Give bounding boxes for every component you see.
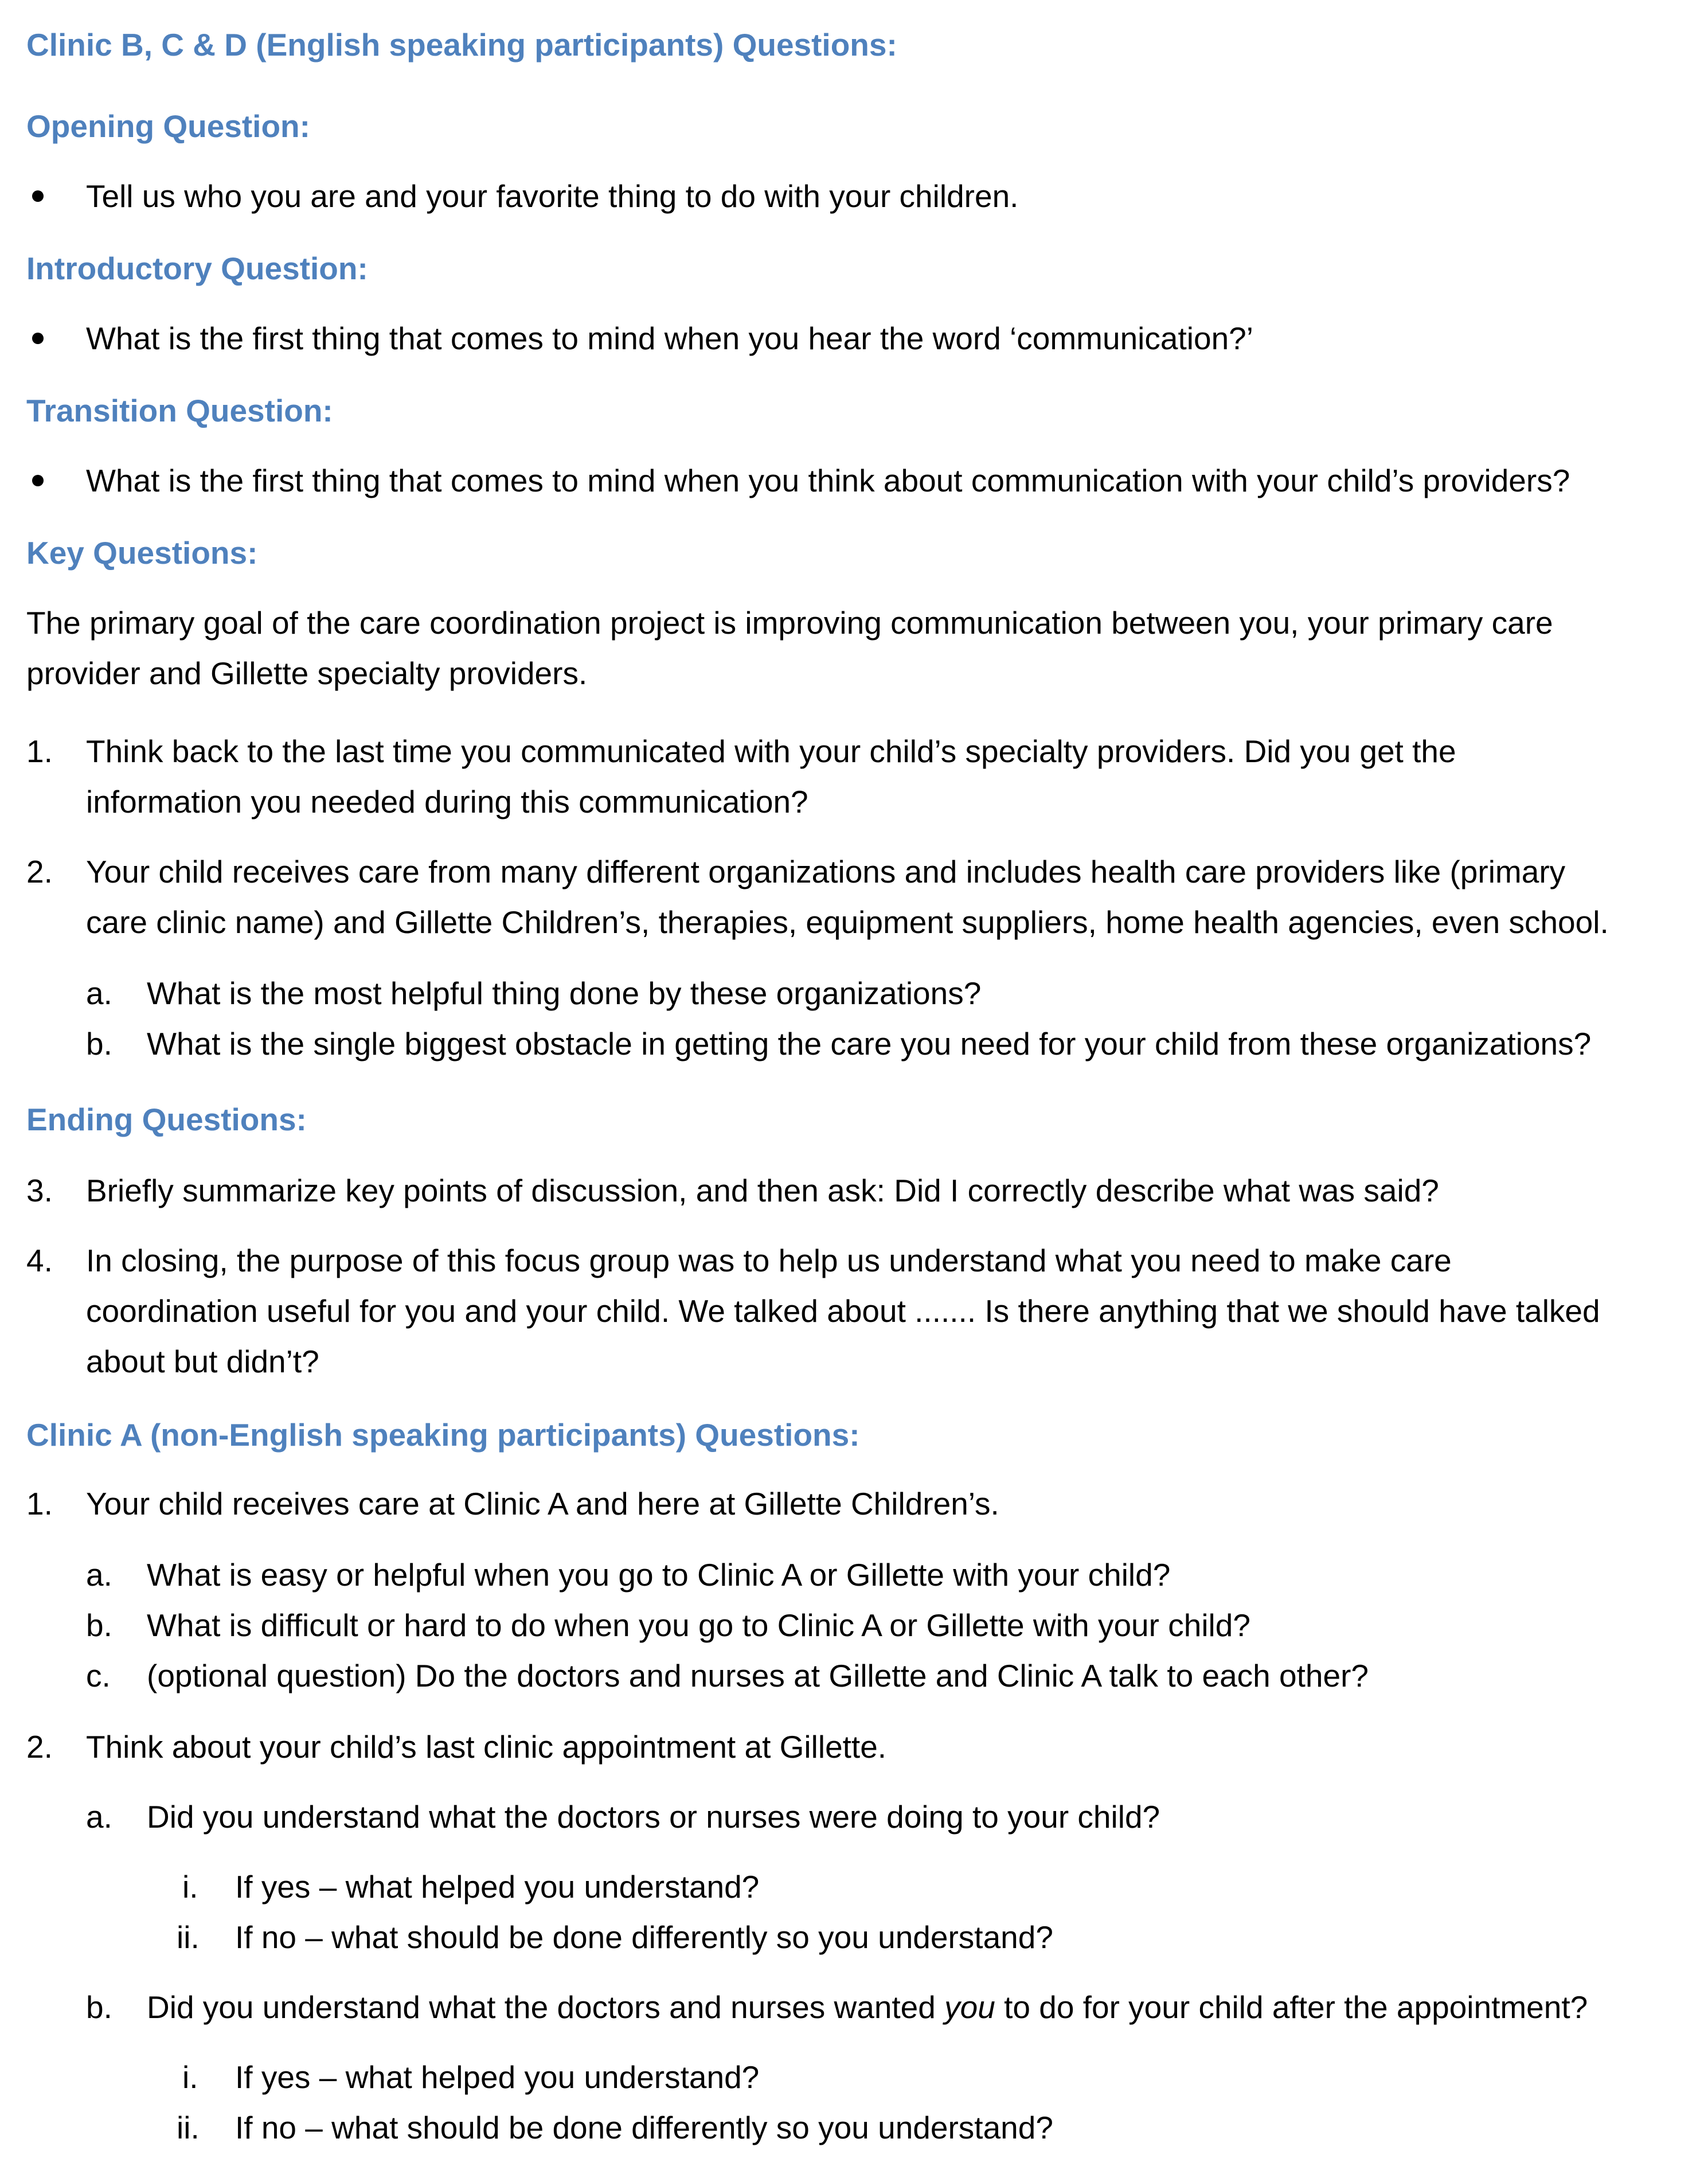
- text-segment: Did you understand what the doctors and nurses wanted: [147, 1989, 945, 2025]
- clinic-a-question-2a-i: If yes – what helped you understand?: [235, 1869, 760, 1905]
- list-letter: b.: [86, 1607, 112, 1643]
- clinic-a-question-1a: What is easy or helpful when you go to Clinic A or Gillette with your child?: [147, 1557, 1171, 1593]
- emphasized-text: you: [944, 1989, 995, 2025]
- introductory-question-heading: Introductory Question:: [26, 251, 368, 286]
- transition-question-item: What is the first thing that comes to mind when you think about communication with your child’s providers?: [86, 463, 1570, 498]
- clinic-a-question-2b: [147, 1982, 1588, 2032]
- ending-question-4-line-1: In closing, the purpose of this focus group was to help us understand what you need to make care: [86, 1243, 1452, 1278]
- list-letter: b.: [86, 1989, 112, 2025]
- section-heading-clinic-a: Clinic A (non-English speaking participants) Questions:: [26, 1417, 860, 1453]
- key-question-1-line-1: Think back to the last time you communicated with your child’s specialty providers. Did you get the: [86, 733, 1456, 769]
- transition-question-heading: Transition Question:: [26, 393, 333, 428]
- list-roman: i.: [182, 1869, 198, 1905]
- key-questions-heading: Key Questions:: [26, 535, 258, 571]
- bullet-icon: [32, 333, 44, 344]
- key-intro-line-2: provider and Gillette specialty providers.: [26, 655, 588, 691]
- list-number: 1.: [26, 733, 53, 769]
- clinic-a-question-2: Think about your child’s last clinic appointment at Gillette.: [86, 1729, 887, 1765]
- ending-question-3: Briefly summarize key points of discussion, and then ask: Did I correctly describe what was said?: [86, 1173, 1439, 1208]
- key-question-2a: What is the most helpful thing done by these organizations?: [147, 975, 982, 1011]
- list-number: 2.: [26, 854, 53, 889]
- key-question-1-line-2: information you needed during this communication?: [86, 784, 808, 819]
- clinic-a-question-2b-i: If yes – what helped you understand?: [235, 2059, 760, 2095]
- clinic-a-question-2a-ii: If no – what should be done differently so you understand?: [235, 1919, 1053, 1955]
- clinic-a-question-2a: Did you understand what the doctors or nurses were doing to your child?: [147, 1799, 1160, 1835]
- ending-question-4-line-2: coordination useful for you and your child. We talked about ....... Is there anything that we should have talked: [86, 1293, 1600, 1329]
- list-number: 2.: [26, 1729, 53, 1765]
- clinic-a-question-1c: (optional question) Do the doctors and nurses at Gillette and Clinic A talk to each other?: [147, 1658, 1369, 1693]
- opening-question-item: Tell us who you are and your favorite thing to do with your children.: [86, 178, 1019, 214]
- opening-question-heading: Opening Question:: [26, 108, 310, 144]
- list-number: 3.: [26, 1173, 53, 1208]
- list-roman: ii.: [177, 1919, 200, 1955]
- list-letter: b.: [86, 1026, 112, 1062]
- bullet-icon: [32, 475, 44, 486]
- list-letter: a.: [86, 1557, 112, 1593]
- key-question-2-line-2: care clinic name) and Gillette Children’s, therapies, equipment suppliers, home health agencies, even school.: [86, 904, 1609, 940]
- list-letter: c.: [86, 1658, 111, 1693]
- list-number: 4.: [26, 1243, 53, 1278]
- text-segment: to do for your child after the appointment?: [995, 1989, 1588, 2025]
- section-heading-clinic-bcd: Clinic B, C & D (English speaking participants) Questions:: [26, 27, 897, 63]
- clinic-a-question-1b: What is difficult or hard to do when you go to Clinic A or Gillette with your child?: [147, 1607, 1250, 1643]
- key-question-2-line-1: Your child receives care from many different organizations and includes health care providers like (primary: [86, 854, 1566, 889]
- clinic-a-question-2b-ii: If no – what should be done differently so you understand?: [235, 2110, 1053, 2145]
- ending-question-4-line-3: about but didn’t?: [86, 1344, 319, 1379]
- list-letter: a.: [86, 975, 112, 1011]
- list-roman: ii.: [177, 2110, 200, 2145]
- key-question-2b: What is the single biggest obstacle in getting the care you need for your child from these organizations?: [147, 1026, 1592, 1062]
- clinic-a-question-1: Your child receives care at Clinic A and here at Gillette Children’s.: [86, 1486, 999, 1521]
- list-roman: i.: [182, 2059, 198, 2095]
- list-number: 1.: [26, 1486, 53, 1521]
- key-intro-line-1: The primary goal of the care coordination project is improving communication between you, your primary care: [26, 605, 1553, 641]
- ending-questions-heading: Ending Questions:: [26, 1102, 307, 1137]
- introductory-question-item: What is the first thing that comes to mind when you hear the word ‘communication?’: [86, 321, 1253, 356]
- list-letter: a.: [86, 1799, 112, 1835]
- bullet-icon: [32, 190, 44, 202]
